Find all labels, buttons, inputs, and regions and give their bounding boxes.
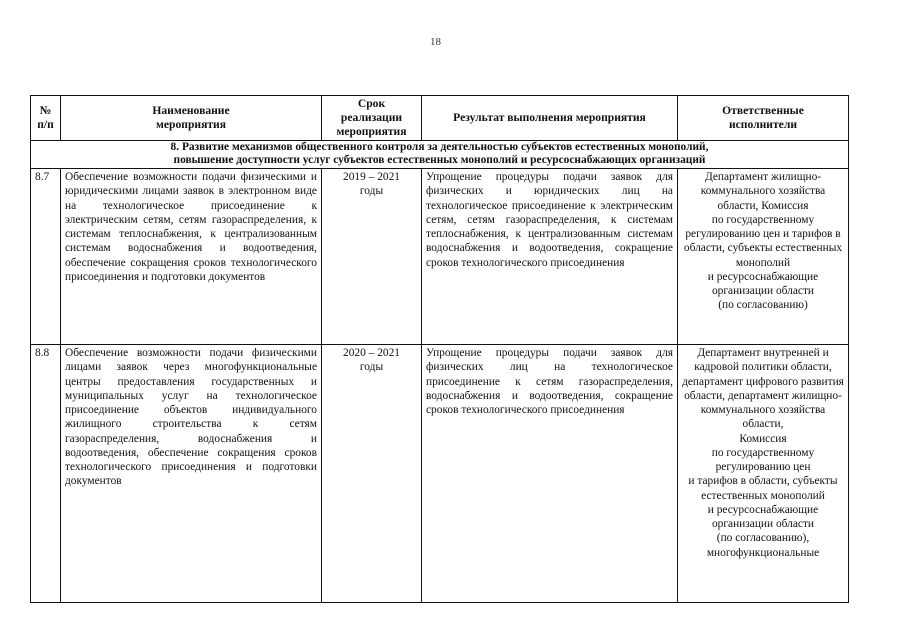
section-title: 8. Развитие механизмов общественного контроля за деятельностью субъектов естественных монополий, повышение доступности услуг субъектов естественных монополий и ресурсоснабжающих организаций: [31, 140, 849, 168]
header-responsible: Ответственные исполнители: [678, 96, 849, 141]
section-row: [31, 140, 849, 168]
page-number: 18: [430, 36, 441, 48]
row-num: 8.7: [31, 169, 61, 345]
row-term: 2019 – 2021 годы: [322, 169, 422, 345]
table-row: [31, 345, 849, 603]
row-term: 2020 – 2021 годы: [322, 345, 422, 603]
row-result: Упрощение процедуры подачи заявок для физических и юридических лиц на технологическое присоединение к электрическим сетям, сетям газораспределения, к системам теплоснабжения, к централизованным системам водоснабжения и водоотведения, сокращение сроков технологического присоединения: [422, 169, 678, 345]
row-name: Обеспечение возможности подачи физическими и юридическими лицами заявок в электронном виде на технологическое присоединение к электрическим сетям, сетям газораспределения, к системам теплоснабжения, к централизованным системам водоснабжения и водоотведения, обеспечение сокращения сроков технологического присоединения и подготовки документов: [61, 169, 322, 345]
header-num: № п/п: [31, 96, 61, 141]
table-header-row: [31, 96, 849, 141]
row-responsible: Департамент жилищно-коммунального хозяйства области, Комиссия по государственному регулированию цен и тарифов в области, субъекты естественных монополий и ресурсоснабжающие организации области (по согласованию): [678, 169, 849, 345]
header-name: Наименование мероприятия: [61, 96, 322, 141]
header-term: Срок реализации мероприятия: [322, 96, 422, 141]
measures-table: [30, 95, 849, 603]
table-row: [31, 169, 849, 345]
header-result: Результат выполнения мероприятия: [422, 96, 678, 141]
row-result: Упрощение процедуры подачи заявок для физических лиц на технологическое присоединение к сетям газораспределения, водоснабжения и водоотведения, сокращение сроков технологического присоединения: [422, 345, 678, 603]
row-responsible: Департамент внутренней и кадровой политики области, департамент цифрового развития области, департамент жилищно-коммунального хозяйства области, Комиссия по государственному регулированию цен и тарифов в области, субъекты естественных монополий и ресурсоснабжающие организации области (по согласованию), многофункциональные: [678, 345, 849, 603]
row-name: Обеспечение возможности подачи физическими лицами заявок через многофункциональные центры предоставления государственных и муниципальных услуг на технологическое присоединение объектов индивидуального жилищного строительства к сетям газораспределения, водоснабжения и водоотведения, обеспечение сокращения сроков технологического присоединения и подготовки документов: [61, 345, 322, 603]
row-num: 8.8: [31, 345, 61, 603]
